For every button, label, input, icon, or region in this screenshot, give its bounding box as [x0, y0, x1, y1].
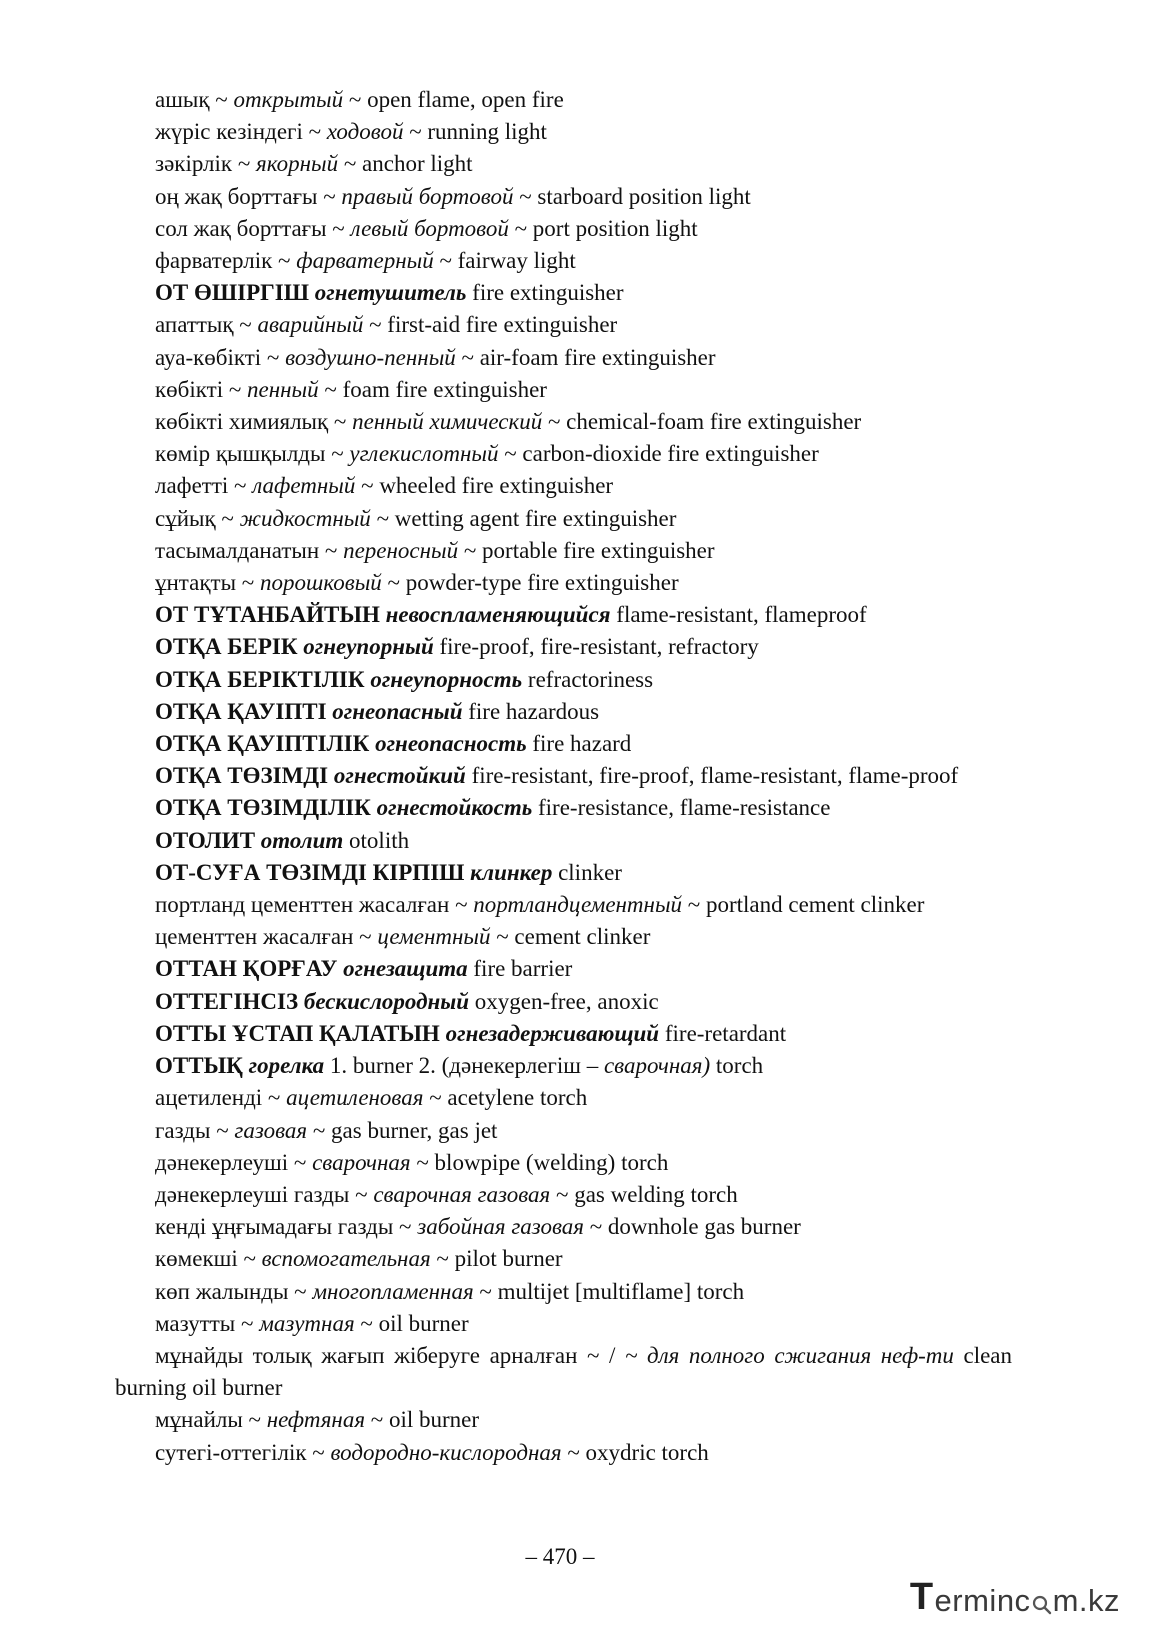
subentry	[115, 1276, 1012, 1308]
russian-term: газовая	[234, 1117, 308, 1143]
kazakh-term: фарватерлік ~	[155, 248, 297, 274]
english-translation: ~ pilot burner	[430, 1246, 563, 1272]
headword-entry	[115, 277, 1012, 309]
headword-entry	[115, 760, 1012, 792]
watermark-t: T	[909, 1576, 934, 1618]
subentry	[115, 438, 1012, 470]
kazakh-headword: ОТТЫҚ	[155, 1053, 243, 1079]
russian-term: углекислотный	[349, 441, 499, 467]
subentry	[115, 84, 1012, 116]
english-translation: ~ portable fire extinguisher	[458, 537, 715, 563]
english-translation: fire-resistance, flame-resistance	[532, 795, 831, 821]
russian-term: правый бортовой	[341, 183, 514, 209]
kazakh-term: сутегі-оттегілік ~	[155, 1439, 331, 1465]
english-translation: ~ blowpipe (welding) torch	[410, 1149, 669, 1175]
kazakh-term: мазутты ~	[155, 1310, 260, 1336]
english-translation: ~ multijet [multiflame] torch	[473, 1278, 745, 1304]
russian-term: фарватерный	[296, 248, 434, 274]
russian-term: сварочная	[312, 1149, 411, 1175]
kazakh-term: көбікті химиялық ~	[155, 409, 353, 435]
english-translation: ~ acetylene torch	[423, 1085, 588, 1111]
headword-entry	[115, 1050, 1012, 1082]
kazakh-term: лафетті ~	[155, 473, 253, 499]
headword-entry	[115, 696, 1012, 728]
russian-term: ацетиленовая	[286, 1085, 424, 1111]
subentry	[115, 1179, 1012, 1211]
kazakh-term: дәнекерлеуші ~	[155, 1149, 313, 1175]
kazakh-term: цементтен жасалған ~	[155, 924, 378, 950]
kazakh-term: газды ~	[155, 1117, 235, 1143]
russian-term: открытый	[233, 87, 344, 112]
kazakh-term: көп жалынды ~	[155, 1278, 313, 1304]
english-translation: ~ downhole gas burner	[583, 1214, 801, 1240]
russian-term: огнеупорность	[370, 666, 523, 692]
russian-term: пенный	[247, 376, 319, 402]
kazakh-term: көбікті ~	[155, 376, 248, 402]
english-translation: ~ powder-type fire extinguisher	[381, 570, 679, 596]
english-translation: ~ cement clinker	[490, 924, 651, 950]
subentry	[115, 1243, 1012, 1275]
watermark-text: erminc	[934, 1583, 1031, 1618]
kazakh-term: жүріс кезіндегі ~	[155, 119, 327, 145]
english-translation: fire-resistant, fire-proof, flame-resistant, flame-proof	[465, 763, 959, 789]
kazakh-term: ацетиленді ~	[155, 1085, 287, 1111]
kazakh-term: сол жақ борттағы ~	[155, 215, 351, 241]
russian-term: горелка	[248, 1053, 325, 1079]
kazakh-term: апаттық ~	[155, 312, 258, 338]
subentry	[115, 1082, 1012, 1114]
subentry	[115, 567, 1012, 599]
dictionary-entries	[115, 84, 1012, 1469]
english-translation: 1. burner 2. (дәнекерлегіш –	[324, 1053, 604, 1079]
russian-term-secondary: сварочная)	[603, 1053, 711, 1079]
english-translation: ~ running light	[403, 119, 547, 145]
kazakh-headword: ОТҚА ҚАУІПТІ	[155, 698, 327, 724]
russian-term: отолит	[260, 827, 344, 853]
headword-entry	[115, 792, 1012, 824]
subentry	[115, 116, 1012, 148]
russian-term: огнестойкость	[376, 795, 533, 821]
russian-term: лафетный	[252, 473, 356, 499]
kazakh-term: тасымалданатын ~	[155, 537, 344, 563]
russian-term: сварочная газовая	[373, 1181, 551, 1207]
page-number: – 470 –	[525, 1544, 595, 1569]
english-translation: ~ oxydric torch	[561, 1439, 709, 1465]
subentry	[115, 1404, 1012, 1436]
english-translation: ~ carbon-dioxide fire extinguisher	[498, 441, 819, 467]
subentry	[115, 213, 1012, 245]
kazakh-term: ашық ~	[155, 87, 234, 112]
headword-entry	[115, 599, 1012, 631]
english-translation: clean burning oil burner	[115, 1342, 1013, 1401]
termincom-watermark[interactable]	[910, 1576, 1120, 1619]
russian-term: пенный химический	[352, 409, 543, 435]
english-translation: ~ oil burner	[354, 1310, 469, 1336]
english-translation: fire extinguisher	[466, 280, 624, 306]
russian-term: водородно-кислородная	[330, 1439, 562, 1465]
headword-entry	[115, 1018, 1012, 1050]
subentry	[115, 1115, 1012, 1147]
kazakh-term: көмір қышқылды ~	[155, 441, 350, 467]
kazakh-term: дәнекерлеуші газды ~	[155, 1181, 374, 1207]
subentry	[115, 535, 1012, 567]
english-translation: ~ foam fire extinguisher	[318, 376, 547, 402]
kazakh-term: зәкірлік ~	[155, 151, 257, 177]
russian-term: забойная газовая	[417, 1214, 584, 1240]
subentry	[115, 309, 1012, 341]
headword-entry	[115, 728, 1012, 760]
russian-term: клинкер	[470, 859, 553, 885]
english-translation: fire-proof, fire-resistant, refractory	[433, 634, 759, 660]
kazakh-headword: ОТ ТҰТАНБАЙТЫН	[155, 602, 380, 628]
english-translation: ~ air-foam fire extinguisher	[455, 344, 716, 370]
subentry	[115, 1147, 1012, 1179]
subentry	[115, 1308, 1012, 1340]
kazakh-term: ұнтақты ~	[155, 570, 260, 596]
russian-term: нефтяная	[266, 1407, 366, 1433]
headword-entry	[115, 631, 1012, 663]
subentry	[115, 245, 1012, 277]
russian-term: огнеупорный	[303, 634, 434, 660]
english-translation: ~ oil burner	[365, 1407, 480, 1433]
magnifier-icon	[1032, 1595, 1052, 1615]
english-translation: ~ chemical-foam fire extinguisher	[542, 409, 862, 435]
english-translation: fire hazardous	[462, 698, 600, 724]
english-translation: ~ gas welding torch	[550, 1181, 738, 1207]
russian-term: ходовой	[326, 119, 404, 145]
kazakh-term: кенді ұңғымадағы газды ~	[155, 1214, 418, 1240]
english-translation: clinker	[552, 859, 622, 885]
kazakh-headword: ОТҚА ҚАУІПТІЛІК	[155, 731, 370, 757]
english-translation: fire-retardant	[659, 1020, 787, 1046]
subentry	[115, 889, 1012, 921]
english-translation: otolith	[343, 827, 410, 853]
russian-term: порошковый	[259, 570, 382, 596]
kazakh-term: көмекші ~	[155, 1246, 262, 1272]
russian-term: огнезадерживающий	[445, 1020, 660, 1046]
subentry	[115, 374, 1012, 406]
subentry	[115, 1211, 1012, 1243]
english-translation: ~ portland cement clinker	[682, 892, 925, 918]
subentry	[115, 503, 1012, 535]
subentry	[115, 921, 1012, 953]
kazakh-term: сұйық ~	[155, 505, 240, 531]
english-translation: ~ open flame, open fire	[343, 87, 564, 112]
subentry	[115, 148, 1012, 180]
kazakh-headword: ОТҚА ТӨЗІМДІЛІК	[155, 795, 371, 821]
headword-entry	[115, 857, 1012, 889]
subentry	[115, 181, 1012, 213]
kazakh-headword: ОТҚА БЕРІК	[155, 634, 298, 660]
english-translation: ~ anchor light	[338, 151, 473, 177]
headword-entry	[115, 986, 1012, 1018]
russian-term: мазутная	[259, 1310, 355, 1336]
subentry	[115, 1437, 1012, 1469]
subentry	[115, 1340, 1012, 1404]
russian-term: воздушно-пенный	[285, 344, 456, 370]
english-translation: ~ port position light	[508, 215, 698, 241]
english-translation: ~ wetting agent fire extinguisher	[370, 505, 677, 531]
english-translation: ~ gas burner, gas jet	[307, 1117, 498, 1143]
headword-entry	[115, 664, 1012, 696]
english-translation-secondary: torch	[710, 1053, 764, 1079]
english-translation: fire hazard	[526, 731, 632, 757]
russian-term: цементный	[377, 924, 491, 950]
russian-term: портландцементный	[473, 892, 683, 918]
russian-term: огнетушитель	[314, 280, 467, 306]
russian-term: невоспламеняющийся	[385, 602, 611, 628]
kazakh-headword: ОТ-СУҒА ТӨЗІМДІ КІРПІШ	[155, 859, 465, 885]
english-translation: fire barrier	[467, 956, 573, 982]
english-translation: ~ starboard position light	[513, 183, 751, 209]
kazakh-headword: ОТ ӨШІРГІШ	[155, 280, 309, 306]
russian-term: вспомогательная	[261, 1246, 431, 1272]
russian-term: огнезащита	[343, 956, 468, 982]
english-translation: refractoriness	[522, 666, 654, 692]
kazakh-headword: ОТТЕГІНСІЗ	[155, 988, 299, 1014]
kazakh-term: ауа-көбікті ~	[155, 344, 286, 370]
russian-term: жидкостный	[239, 505, 371, 531]
russian-term: аварийный	[257, 312, 364, 338]
english-translation: oxygen-free, anoxic	[469, 988, 659, 1014]
russian-term: огнеопасность	[375, 731, 527, 757]
kazakh-headword: ОТТЫ ҰСТАП ҚАЛАТЫН	[155, 1020, 440, 1046]
kazakh-headword: ОТҚА ТӨЗІМДІ	[155, 763, 329, 789]
kazakh-term: мұнайды толық жағып жіберуге арналған ~ /	[155, 1342, 625, 1368]
russian-term: переносный	[343, 537, 459, 563]
headword-entry	[115, 953, 1012, 985]
watermark-domain: m.kz	[1052, 1583, 1120, 1618]
kazakh-headword: ОТОЛИТ	[155, 827, 256, 853]
subentry	[115, 470, 1012, 502]
subentry	[115, 342, 1012, 374]
russian-term: бескислородный	[303, 988, 470, 1014]
russian-term: левый бортовой	[350, 215, 509, 241]
russian-term: многопламенная	[312, 1278, 474, 1304]
kazakh-headword: ОТТАН ҚОРҒАУ	[155, 956, 338, 982]
russian-term: ~ для полного сжигания неф-ти	[624, 1342, 954, 1368]
russian-term: огнестойкий	[333, 763, 466, 789]
russian-term: якорный	[256, 151, 339, 177]
english-translation: flame-resistant, flameproof	[610, 602, 867, 628]
kazakh-headword: ОТҚА БЕРІКТІЛІК	[155, 666, 365, 692]
english-translation: ~ first-aid fire extinguisher	[363, 312, 618, 338]
kazakh-term: портланд цементтен жасалған ~	[155, 892, 474, 918]
russian-term: огнеопасный	[332, 698, 463, 724]
headword-entry	[115, 825, 1012, 857]
subentry	[115, 406, 1012, 438]
english-translation: ~ fairway light	[433, 248, 576, 274]
kazakh-term: мұнайлы ~	[155, 1407, 267, 1433]
english-translation: ~ wheeled fire extinguisher	[355, 473, 614, 499]
kazakh-term: оң жақ борттағы ~	[155, 183, 342, 209]
